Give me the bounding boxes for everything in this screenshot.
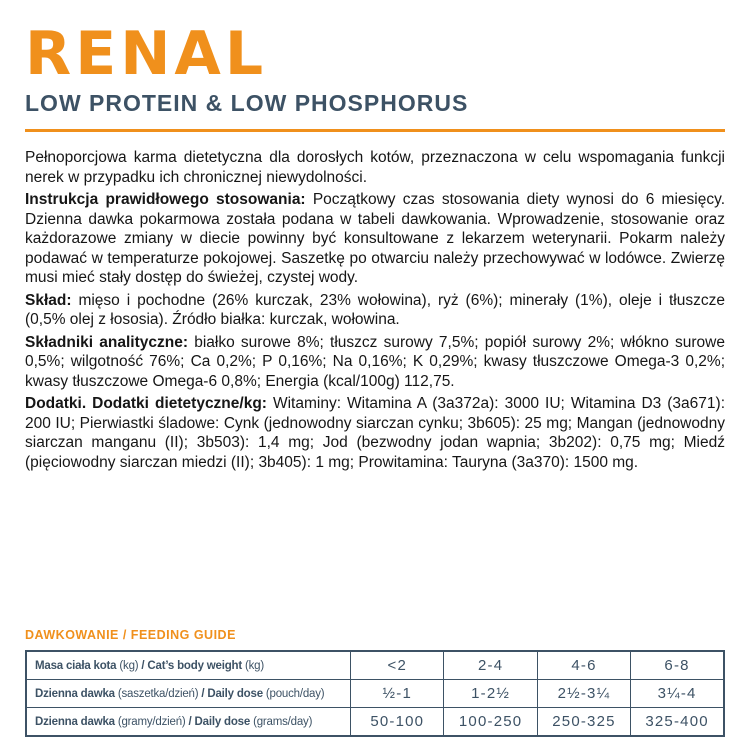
row-label-pl-note: (kg) — [119, 659, 139, 672]
paragraph-text: białko surowe 8%; tłuszcz surowy 7,5%; popiół surowy 2%; włókno surowe 0,5%; wilgotność 76%; Ca 0,2%; P 0,16%; Na 0,16%; K 0,29%; kwasy tłuszczowe Omega-3 0,2%; kwasy tłuszczowe Omega-6 0,8%; Energia (kcal/100g) 112,75. — [25, 333, 725, 390]
label-separator: / — [141, 659, 145, 672]
cell-value: 6-8 — [631, 651, 724, 680]
row-label-pl: Masa ciała kota — [35, 659, 117, 672]
paragraph-text: Witaminy: Witamina A (3a372a): 3000 IU; Witamina D3 (3a671): 200 IU; Pierwiastki śladowe: Cynk (jednowodny siarczan cynku; 3b605): 25 mg; Mangan (jednowodny siarczan manganu (II); 3b503): 1,4 mg; Jod (bezwodny jodan wapnia; 3b202): 0,75 mg; Miedź (pięciowodny siarczan miedzi (II); 3b405): 1 mg; Prowitamina: Tauryna (3a370): 1500 mg. — [25, 395, 726, 471]
cell-value: 250-325 — [537, 708, 630, 737]
row-label-pl-note: (gramy/dzień) — [117, 715, 186, 728]
cell-value: 4-6 — [537, 651, 630, 680]
cell-value: 2-4 — [444, 651, 537, 680]
table-row-daily-dose-pouch — [26, 680, 724, 708]
cell-value: 3¼-4 — [631, 680, 724, 708]
cell-value: 100-250 — [444, 708, 537, 737]
row-label-en: Daily dose — [207, 687, 263, 700]
row-label — [26, 651, 351, 680]
paragraph-lead: Dodatki. Dodatki dietetyczne/kg: — [25, 395, 267, 412]
product-title: RENAL — [25, 19, 268, 89]
row-label-pl-note: (saszetka/dzień) — [117, 687, 199, 700]
label-separator: / — [188, 715, 192, 728]
row-label — [26, 680, 351, 708]
cell-value: <2 — [351, 651, 444, 680]
row-label-pl: Dzienna dawka — [35, 715, 115, 728]
usage-instructions-paragraph — [25, 190, 725, 288]
row-label — [26, 708, 351, 737]
row-label-pl: Dzienna dawka — [35, 687, 115, 700]
row-label-en-note: (grams/day) — [253, 715, 313, 728]
row-label-en: Cat’s body weight — [147, 659, 242, 672]
cell-value: ½-1 — [351, 680, 444, 708]
additives-paragraph — [25, 394, 725, 472]
feeding-guide-heading: DAWKOWANIE / FEEDING GUIDE — [25, 628, 236, 642]
paragraph-lead: Składniki analityczne: — [25, 333, 188, 351]
paragraph-lead: Instrukcja prawidłowego stosowania: — [25, 191, 306, 208]
composition-paragraph — [25, 291, 725, 330]
row-label-en-note: (pouch/day) — [265, 687, 325, 700]
paragraph-lead: Skład: — [25, 291, 72, 309]
cell-value: 1-2½ — [444, 680, 537, 708]
cell-value: 2½-3¼ — [537, 680, 630, 708]
product-header — [25, 19, 725, 132]
feeding-guide-table — [25, 650, 725, 737]
header-divider — [25, 129, 725, 132]
feeding-guide-section — [25, 628, 725, 737]
label-separator: / — [201, 687, 205, 700]
paragraph-text: mięso i pochodne (26% kurczak, 23% wołowina), ryż (6%); minerały (1%), oleje i tłuszcze (0,5% olej z łososia). Źródło białka: kurczak, wołowina. — [25, 291, 725, 328]
paragraph-text: Pełnoporcjowa karma dietetyczna dla dorosłych kotów, przeznaczona w celu wspomagania funkcji nerek w przypadku ich chronicznej niewydolności. — [25, 149, 725, 186]
product-description — [25, 148, 725, 472]
table-row-body-weight — [26, 651, 724, 680]
cell-value: 50-100 — [351, 708, 444, 737]
analytical-constituents-paragraph — [25, 333, 725, 392]
product-subtitle: LOW PROTEIN & LOW PHOSPHORUS — [25, 90, 469, 116]
row-label-en-note: (kg) — [244, 659, 264, 672]
paragraph-text: Początkowy czas stosowania diety wynosi do 6 miesięcy. Dzienna dawka pokarmowa została podana w tabeli dawkowania. Wprowadzenie, stosowanie oraz każdorazowe zmiany w diecie powinny być konsultowane z lekarzem weterynarii. Pokarm należy podawać w temperaturze pokojowej. Saszetkę po otwarciu należy przechowywać w lodówce. Zwierzę musi mieć stały dostęp do świeżej, czystej wody. — [25, 191, 726, 286]
intro-paragraph — [25, 148, 725, 187]
row-label-en: Daily dose — [194, 715, 251, 728]
cell-value: 325-400 — [631, 708, 724, 737]
table-row-daily-dose-grams — [26, 708, 724, 737]
